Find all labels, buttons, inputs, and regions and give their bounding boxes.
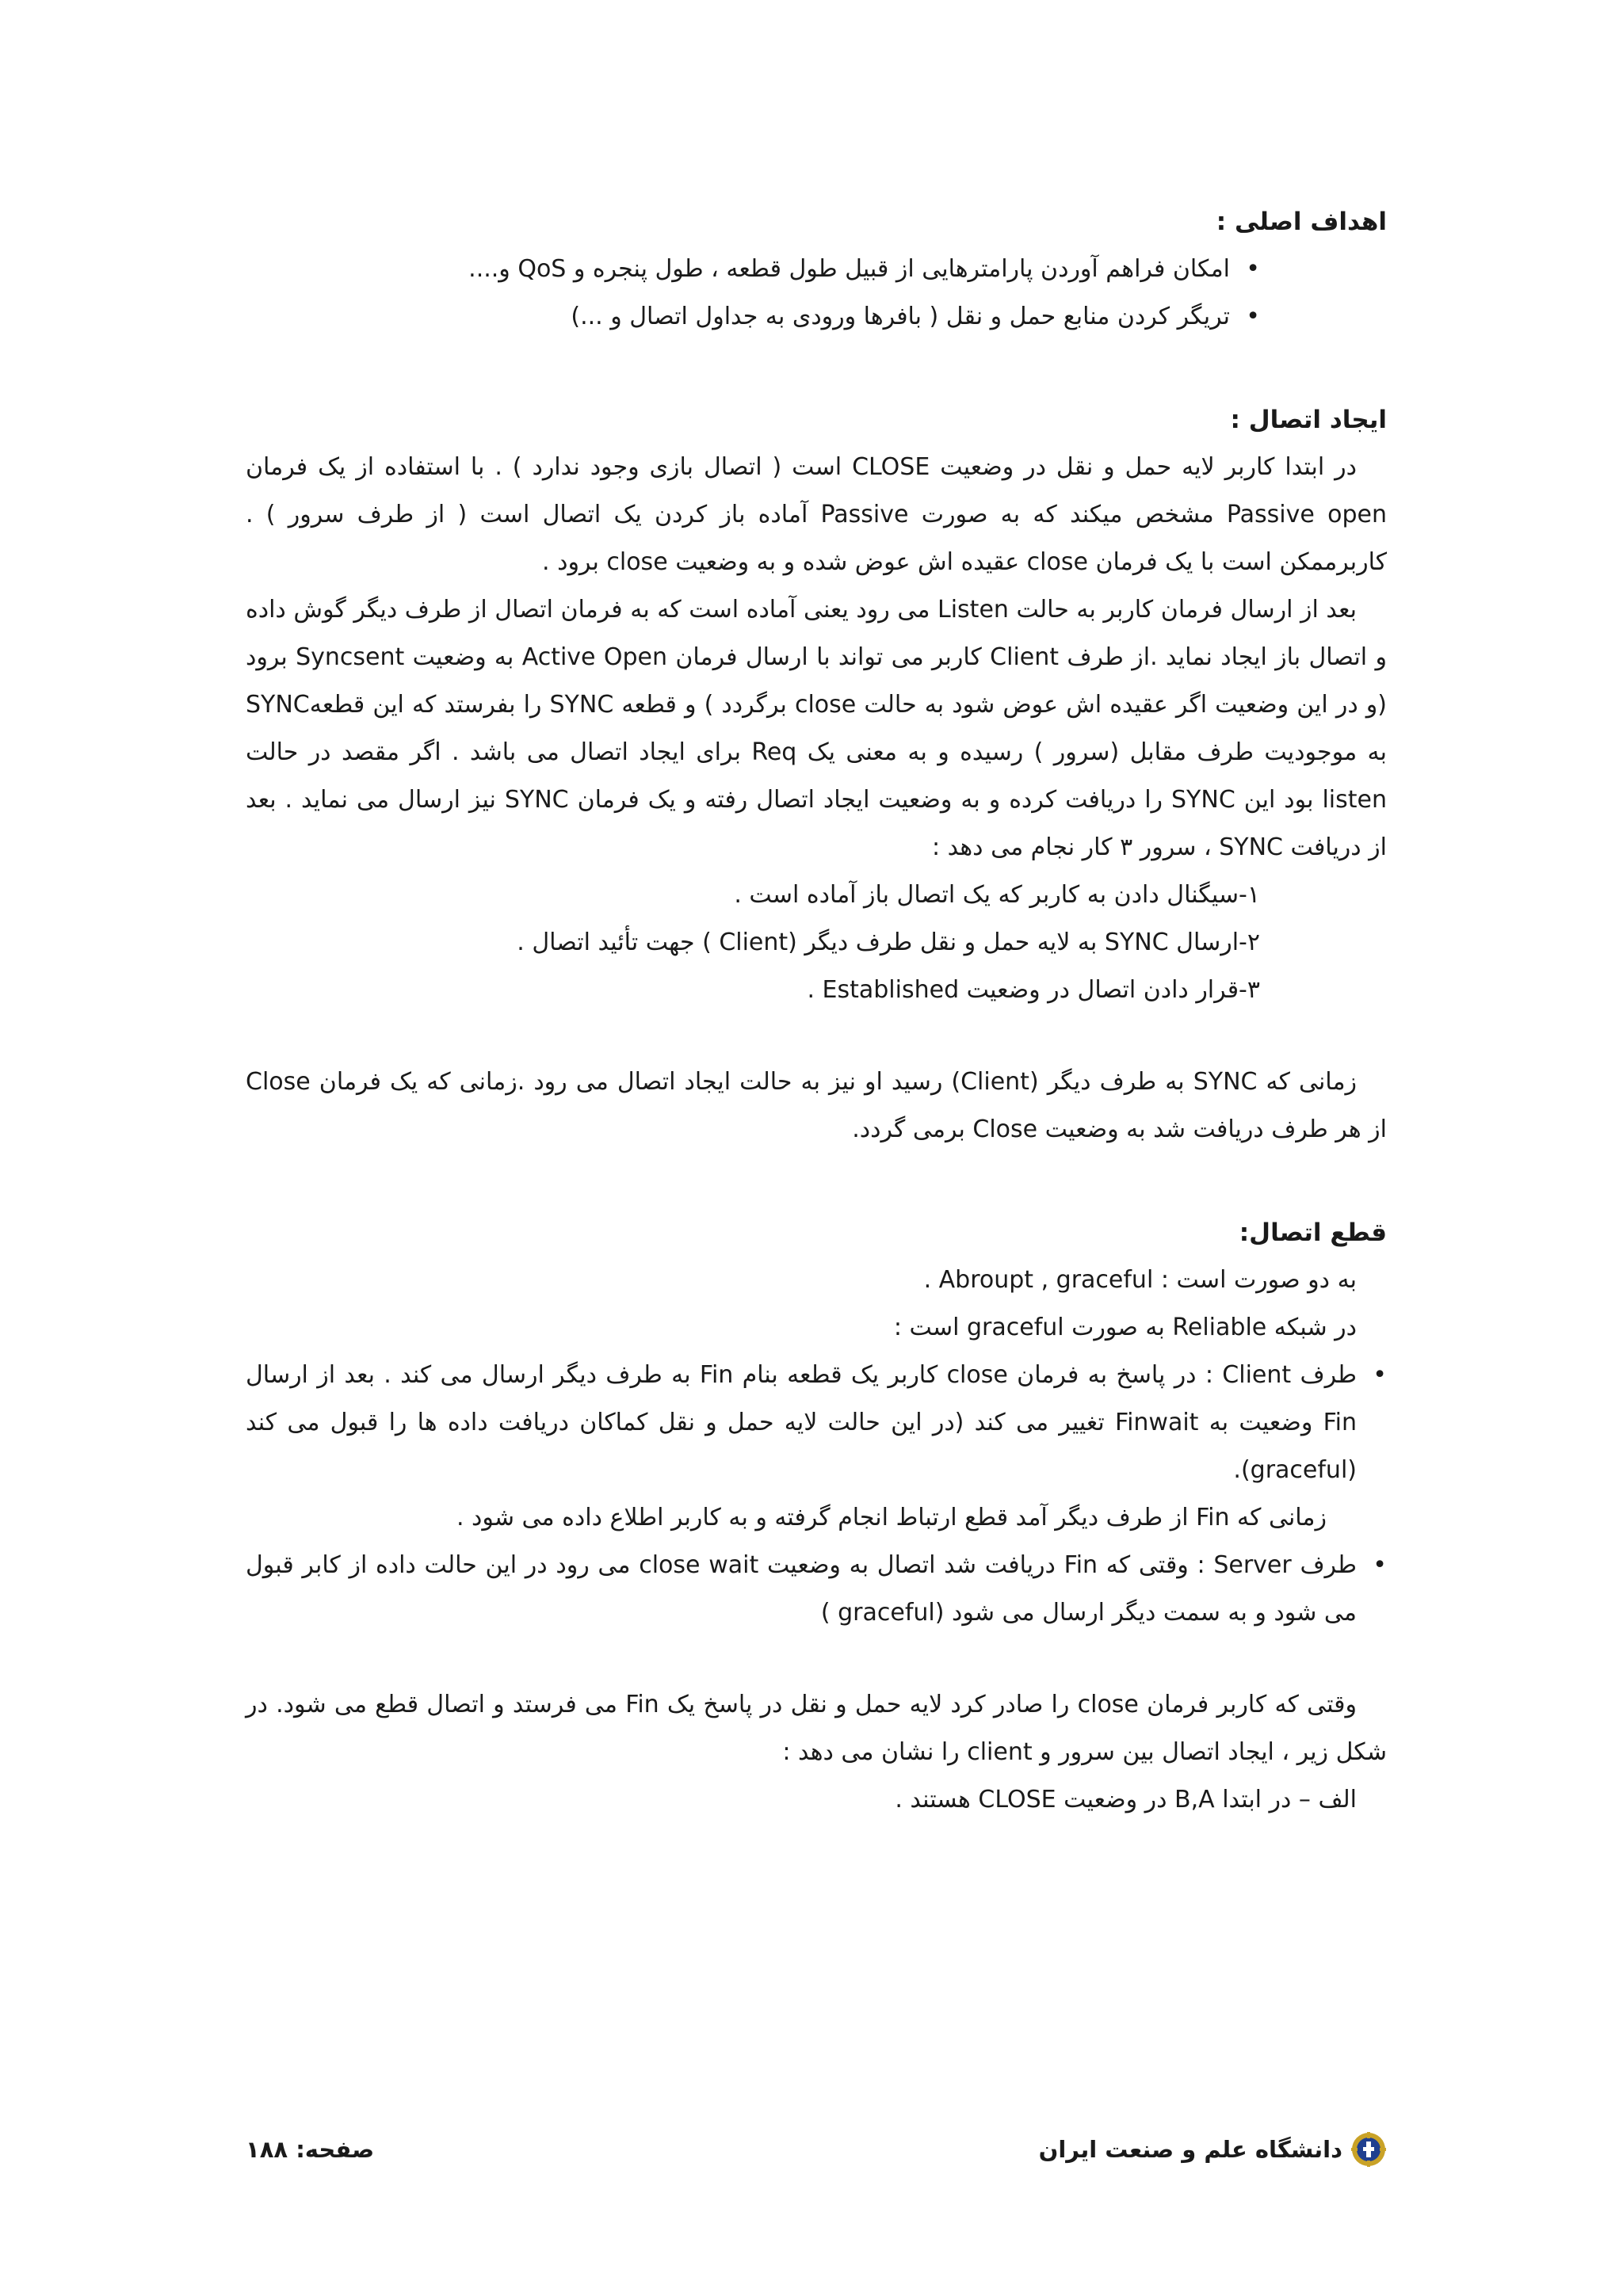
disconnect-line-3: زمانی که Fin از طرف دیگر آمد قطع ارتباط انجام گرفته و به کاربر اطلاع داده می شود .: [456, 1504, 1327, 1531]
list-item: • طرف Server : وقتی که Fin دریافت شد اتصال به وضعیت close wait می رود در این حالت داده از کابر قبول می شود و به سمت دیگر ارسال می شود (graceful ): [246, 1542, 1387, 1637]
page-number: صفحه: ۱۸۸: [246, 2136, 375, 2163]
disconnect-server-list: [246, 1542, 1387, 1637]
bullet-icon: •: [1373, 1551, 1387, 1579]
bullet-icon: •: [1373, 1361, 1387, 1389]
list-item: • طرف Client : در پاسخ به فرمان close کاربر یک قطعه بنام Fin به طرف دیگر ارسال می کند . بعد از ارسال Fin وضعیت به Finwait تغییر می کند (در این حالت لایه حمل و نقل کماکان دریافت داده ها را قبول می کند (graceful).: [246, 1352, 1387, 1494]
list-item: ۲-ارسال SYNC به لایه حمل و نقل طرف دیگر (Client ) جهت تأئید اتصال .: [517, 929, 1260, 956]
connect-heading: ایجاد اتصال :: [1230, 406, 1387, 434]
server-steps-list: [246, 871, 1387, 1014]
goals-heading: اهداف اصلی :: [1216, 208, 1387, 236]
bullet-icon: •: [1246, 255, 1260, 283]
list-item: • تریگر کردن منابع حمل و نقل ( بافرها ورودی به جداول اتصال و ...): [246, 293, 1260, 341]
connect-paragraph-2: بعد از ارسال فرمان کاربر به حالت Listen می رود یعنی آماده است که به فرمان اتصال از طرف دیگر گوش داده و اتصال باز ایجاد نماید .از طرف Client کاربر می تواند با ارسال فرمان Active Open به وضعیت Syncsent برود (و در این وضعیت اگر عقیده اش عوض شود به حالت close برگردد ) و قطعه SYNC را بفرستد که این قطعهSYNC به موجودیت طرف مقابل (سرور ) رسیده و به معنی یک Req برای ایجاد اتصال می باشد . اگر مقصد در حالت listen بود این SYNC را دریافت کرده و به وضعیت ایجاد اتصال رفته و یک فرمان SYNC نیز ارسال می نماید . بعد از دریافت SYNC ، سرور ۳ کار نجام می دهد :: [246, 596, 1387, 861]
disconnect-client-list: [246, 1352, 1387, 1494]
connect-paragraph-3: زمانی که SYNC به طرف دیگر (Client) رسید او نیز به حالت ایجاد اتصال می رود .زمانی که یک فرمان Close از هر طرف دریافت شد به وضعیت Close برمی گردد.: [246, 1068, 1387, 1143]
list-item: • امکان فراهم آوردن پارامترهایی از قبیل طول قطعه ، طول پنجره و QoS و....: [246, 246, 1260, 293]
disconnect-heading: قطع اتصال:: [1239, 1219, 1387, 1247]
university-name: دانشگاه علم و صنعت ایران: [1039, 2131, 1387, 2168]
disconnect-line-1: به دو صورت است : Abroupt , graceful .: [923, 1266, 1357, 1294]
bullet-icon: •: [1246, 303, 1260, 330]
disconnect-paragraph: وقتی که کاربر فرمان close را صادر کرد لایه حمل و نقل در پاسخ یک Fin می فرستد و اتصال قطع می شود. در شکل زیر ، ایجاد اتصال بین سرور و client را نشان می دهد :: [246, 1691, 1387, 1766]
list-item: ۳-قرار دادن اتصال در وضعیت Established .: [807, 976, 1260, 1004]
page-content: [246, 198, 1387, 1824]
goals-list: [246, 246, 1387, 341]
disconnect-line-2: در شبکه Reliable به صورت graceful است :: [893, 1314, 1357, 1341]
disconnect-last-line: الف – در ابتدا B,A در وضعیت CLOSE هستند .: [895, 1786, 1357, 1814]
page-footer: [246, 2131, 1387, 2179]
university-logo-icon: [1350, 2131, 1387, 2168]
connect-paragraph-1: در ابتدا کاربر لایه حمل و نقل در وضعیت CLOSE است ( اتصال بازی وجود ندارد ) . با استفاده از یک فرمان Passive open مشخص میکند که به صورت Passive آماده باز کردن یک اتصال است ( از طرف سرور ) . کاربرممکن است با یک فرمان close عقیده اش عوض شده و به وضعیت close برود .: [246, 453, 1387, 576]
list-item: ۱-سیگنال دادن به کاربر که یک اتصال باز آماده است .: [734, 881, 1260, 909]
